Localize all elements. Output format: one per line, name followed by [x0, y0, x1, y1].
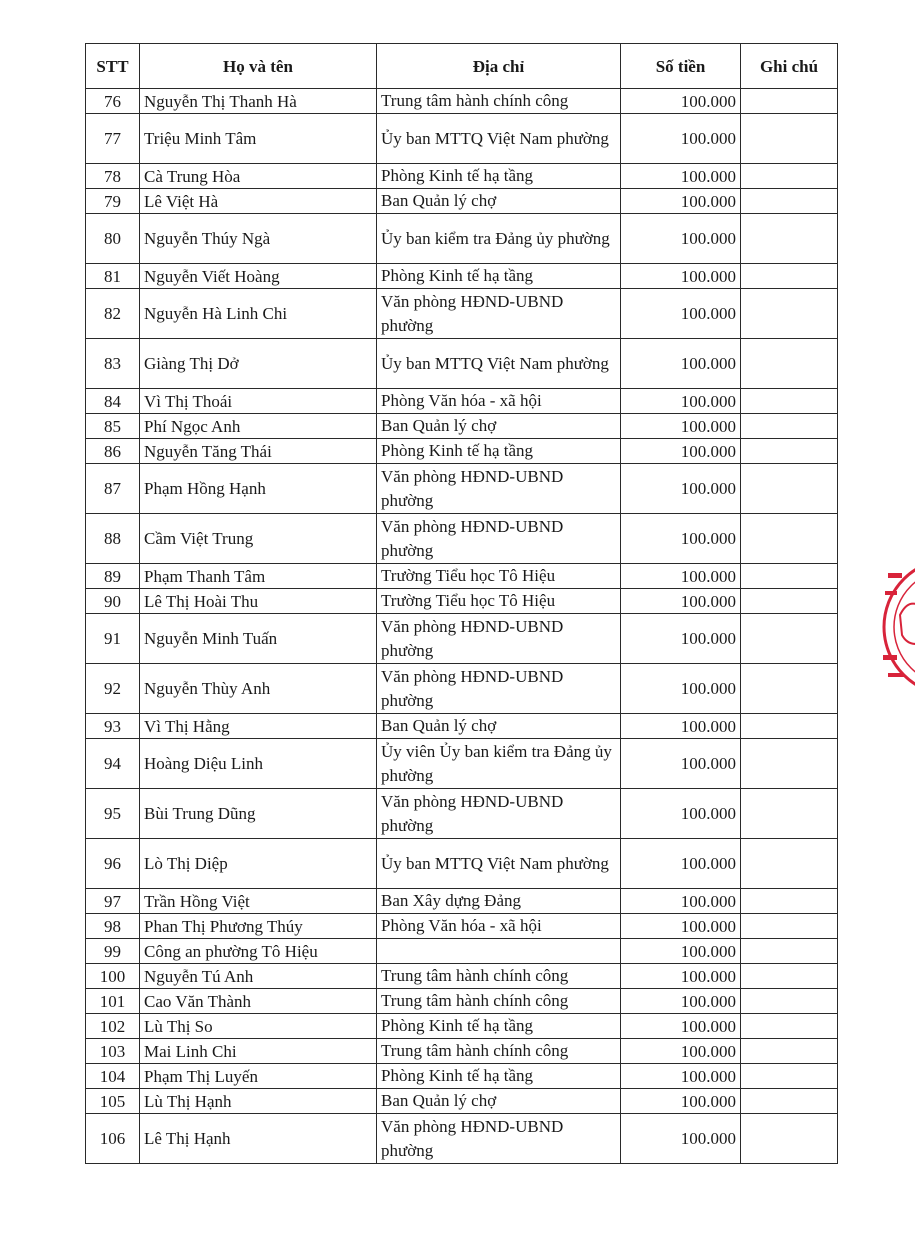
table-row [86, 739, 838, 789]
cell-name: Phan Thị Phương Thúy [140, 914, 377, 939]
cell-stt: 91 [86, 614, 140, 664]
cell-stt: 93 [86, 714, 140, 739]
cell-note [741, 214, 838, 264]
cell-address: Văn phòng HĐND-UBND phường [377, 789, 621, 839]
cell-note [741, 89, 838, 114]
table-row [86, 614, 838, 664]
cell-name: Nguyễn Viết Hoàng [140, 264, 377, 289]
table-row [86, 264, 838, 289]
cell-amount: 100.000 [621, 739, 741, 789]
cell-note [741, 889, 838, 914]
cell-address: Ban Quản lý chợ [377, 714, 621, 739]
cell-name: Lê Thị Hạnh [140, 1114, 377, 1164]
cell-stt: 94 [86, 739, 140, 789]
cell-amount: 100.000 [621, 914, 741, 939]
cell-stt: 88 [86, 514, 140, 564]
cell-name: Nguyễn Thúy Ngà [140, 214, 377, 264]
cell-address: Trường Tiểu học Tô Hiệu [377, 564, 621, 589]
cell-note [741, 414, 838, 439]
cell-address: Trung tâm hành chính công [377, 989, 621, 1014]
cell-note [741, 839, 838, 889]
cell-amount: 100.000 [621, 189, 741, 214]
cell-name: Phạm Thị Luyến [140, 1064, 377, 1089]
cell-address: Ban Xây dựng Đảng [377, 889, 621, 914]
table-row [86, 464, 838, 514]
cell-amount: 100.000 [621, 839, 741, 889]
cell-note [741, 464, 838, 514]
cell-address: Văn phòng HĐND-UBND phường [377, 614, 621, 664]
cell-name: Vì Thị Thoái [140, 389, 377, 414]
cell-address: Ủy ban MTTQ Việt Nam phường [377, 114, 621, 164]
cell-amount: 100.000 [621, 264, 741, 289]
cell-name: Bùi Trung Dũng [140, 789, 377, 839]
header-name: Họ và tên [140, 44, 377, 89]
cell-address: Văn phòng HĐND-UBND phường [377, 1114, 621, 1164]
cell-stt: 85 [86, 414, 140, 439]
table-row [86, 1014, 838, 1039]
cell-amount: 100.000 [621, 339, 741, 389]
cell-note [741, 289, 838, 339]
cell-address: Ủy ban MTTQ Việt Nam phường [377, 839, 621, 889]
cell-stt: 78 [86, 164, 140, 189]
header-amount: Số tiền [621, 44, 741, 89]
cell-name: Giàng Thị Dở [140, 339, 377, 389]
table-row [86, 664, 838, 714]
table-row [86, 214, 838, 264]
header-address: Địa chỉ [377, 44, 621, 89]
cell-address: Ủy ban MTTQ Việt Nam phường [377, 339, 621, 389]
cell-address: Phòng Văn hóa - xã hội [377, 389, 621, 414]
cell-stt: 83 [86, 339, 140, 389]
cell-stt: 76 [86, 89, 140, 114]
cell-stt: 101 [86, 989, 140, 1014]
table-row [86, 1064, 838, 1089]
cell-name: Phạm Thanh Tâm [140, 564, 377, 589]
cell-amount: 100.000 [621, 789, 741, 839]
cell-name: Phí Ngọc Anh [140, 414, 377, 439]
table-row [86, 414, 838, 439]
cell-amount: 100.000 [621, 89, 741, 114]
cell-address: Ban Quản lý chợ [377, 1089, 621, 1114]
cell-stt: 81 [86, 264, 140, 289]
table-row [86, 89, 838, 114]
red-seal-stamp-edge [880, 555, 915, 700]
cell-address: Văn phòng HĐND-UBND phường [377, 514, 621, 564]
table-row [86, 164, 838, 189]
cell-note [741, 714, 838, 739]
cell-stt: 96 [86, 839, 140, 889]
cell-name: Cà Trung Hòa [140, 164, 377, 189]
cell-stt: 84 [86, 389, 140, 414]
cell-note [741, 1039, 838, 1064]
cell-name: Nguyễn Thị Thanh Hà [140, 89, 377, 114]
seal-mark [883, 655, 897, 660]
cell-name: Nguyễn Tú Anh [140, 964, 377, 989]
cell-amount: 100.000 [621, 939, 741, 964]
cell-address: Trung tâm hành chính công [377, 964, 621, 989]
cell-address: Trường Tiểu học Tô Hiệu [377, 589, 621, 614]
cell-stt: 90 [86, 589, 140, 614]
cell-stt: 92 [86, 664, 140, 714]
seal-graphic [880, 555, 915, 700]
cell-note [741, 339, 838, 389]
cell-stt: 86 [86, 439, 140, 464]
cell-stt: 106 [86, 1114, 140, 1164]
table-row [86, 114, 838, 164]
cell-address: Ủy viên Ủy ban kiểm tra Đảng ủy phường [377, 739, 621, 789]
cell-amount: 100.000 [621, 1039, 741, 1064]
cell-stt: 95 [86, 789, 140, 839]
cell-name: Trần Hồng Việt [140, 889, 377, 914]
cell-note [741, 789, 838, 839]
cell-amount: 100.000 [621, 414, 741, 439]
cell-stt: 97 [86, 889, 140, 914]
cell-note [741, 114, 838, 164]
table-row [86, 789, 838, 839]
cell-name: Lò Thị Diệp [140, 839, 377, 889]
cell-amount: 100.000 [621, 514, 741, 564]
table-row [86, 589, 838, 614]
cell-amount: 100.000 [621, 889, 741, 914]
cell-address: Trung tâm hành chính công [377, 1039, 621, 1064]
cell-name: Lù Thị So [140, 1014, 377, 1039]
cell-stt: 89 [86, 564, 140, 589]
cell-note [741, 1114, 838, 1164]
table-header-row [86, 44, 838, 89]
cell-amount: 100.000 [621, 1014, 741, 1039]
cell-address: Ủy ban kiểm tra Đảng ủy phường [377, 214, 621, 264]
cell-name: Mai Linh Chi [140, 1039, 377, 1064]
cell-amount: 100.000 [621, 464, 741, 514]
cell-address: Trung tâm hành chính công [377, 89, 621, 114]
cell-name: Vì Thị Hằng [140, 714, 377, 739]
cell-note [741, 164, 838, 189]
cell-address: Ban Quản lý chợ [377, 189, 621, 214]
cell-address: Phòng Văn hóa - xã hội [377, 914, 621, 939]
cell-stt: 99 [86, 939, 140, 964]
cell-amount: 100.000 [621, 1089, 741, 1114]
cell-name: Lê Việt Hà [140, 189, 377, 214]
cell-address: Văn phòng HĐND-UBND phường [377, 464, 621, 514]
cell-note [741, 439, 838, 464]
cell-stt: 82 [86, 289, 140, 339]
cell-amount: 100.000 [621, 114, 741, 164]
cell-note [741, 614, 838, 664]
table-row [86, 914, 838, 939]
table-row [86, 889, 838, 914]
cell-stt: 103 [86, 1039, 140, 1064]
cell-amount: 100.000 [621, 214, 741, 264]
cell-stt: 87 [86, 464, 140, 514]
table-row [86, 389, 838, 414]
cell-note [741, 1014, 838, 1039]
cell-name: Nguyễn Hà Linh Chi [140, 289, 377, 339]
cell-amount: 100.000 [621, 614, 741, 664]
table-row [86, 339, 838, 389]
cell-amount: 100.000 [621, 289, 741, 339]
cell-note [741, 1089, 838, 1114]
table-row [86, 1089, 838, 1114]
cell-name: Nguyễn Tăng Thái [140, 439, 377, 464]
cell-note [741, 1064, 838, 1089]
header-stt: STT [86, 44, 140, 89]
table-row [86, 839, 838, 889]
cell-amount: 100.000 [621, 164, 741, 189]
cell-stt: 77 [86, 114, 140, 164]
cell-note [741, 664, 838, 714]
cell-amount: 100.000 [621, 439, 741, 464]
cell-amount: 100.000 [621, 664, 741, 714]
table-row [86, 964, 838, 989]
cell-note [741, 514, 838, 564]
cell-address: Phòng Kinh tế hạ tầng [377, 1064, 621, 1089]
cell-amount: 100.000 [621, 714, 741, 739]
cell-name: Nguyễn Thùy Anh [140, 664, 377, 714]
cell-stt: 104 [86, 1064, 140, 1089]
table-row [86, 1039, 838, 1064]
cell-note [741, 564, 838, 589]
seal-mark [888, 573, 902, 578]
cell-stt: 80 [86, 214, 140, 264]
cell-address: Ban Quản lý chợ [377, 414, 621, 439]
table-row [86, 514, 838, 564]
cell-amount: 100.000 [621, 564, 741, 589]
cell-amount: 100.000 [621, 589, 741, 614]
cell-stt: 105 [86, 1089, 140, 1114]
cell-address: Văn phòng HĐND-UBND phường [377, 664, 621, 714]
table-row [86, 289, 838, 339]
seal-emblem [900, 604, 915, 644]
cell-note [741, 589, 838, 614]
header-note: Ghi chú [741, 44, 838, 89]
cell-note [741, 964, 838, 989]
table-body [86, 89, 838, 1164]
cell-address: Phòng Kinh tế hạ tầng [377, 439, 621, 464]
cell-address: Phòng Kinh tế hạ tầng [377, 164, 621, 189]
table-row [86, 189, 838, 214]
table-row [86, 714, 838, 739]
table-row [86, 939, 838, 964]
cell-stt: 102 [86, 1014, 140, 1039]
cell-amount: 100.000 [621, 1114, 741, 1164]
cell-amount: 100.000 [621, 964, 741, 989]
cell-name: Công an phường Tô Hiệu [140, 939, 377, 964]
seal-mark [885, 591, 897, 595]
contribution-table [85, 43, 838, 1164]
cell-stt: 79 [86, 189, 140, 214]
cell-name: Lê Thị Hoài Thu [140, 589, 377, 614]
table-row [86, 564, 838, 589]
cell-note [741, 389, 838, 414]
cell-note [741, 989, 838, 1014]
cell-name: Cao Văn Thành [140, 989, 377, 1014]
cell-name: Lù Thị Hạnh [140, 1089, 377, 1114]
table-row [86, 989, 838, 1014]
seal-mark [888, 673, 904, 677]
cell-name: Nguyễn Minh Tuấn [140, 614, 377, 664]
cell-name: Phạm Hồng Hạnh [140, 464, 377, 514]
cell-name: Hoàng Diệu Linh [140, 739, 377, 789]
cell-address [377, 939, 621, 964]
cell-note [741, 264, 838, 289]
cell-address: Phòng Kinh tế hạ tầng [377, 264, 621, 289]
cell-amount: 100.000 [621, 389, 741, 414]
cell-note [741, 939, 838, 964]
cell-name: Cầm Việt Trung [140, 514, 377, 564]
cell-name: Triệu Minh Tâm [140, 114, 377, 164]
cell-stt: 100 [86, 964, 140, 989]
cell-note [741, 914, 838, 939]
cell-note [741, 189, 838, 214]
cell-address: Phòng Kinh tế hạ tầng [377, 1014, 621, 1039]
cell-note [741, 739, 838, 789]
cell-address: Văn phòng HĐND-UBND phường [377, 289, 621, 339]
cell-amount: 100.000 [621, 1064, 741, 1089]
table-row [86, 1114, 838, 1164]
cell-stt: 98 [86, 914, 140, 939]
cell-amount: 100.000 [621, 989, 741, 1014]
table-row [86, 439, 838, 464]
